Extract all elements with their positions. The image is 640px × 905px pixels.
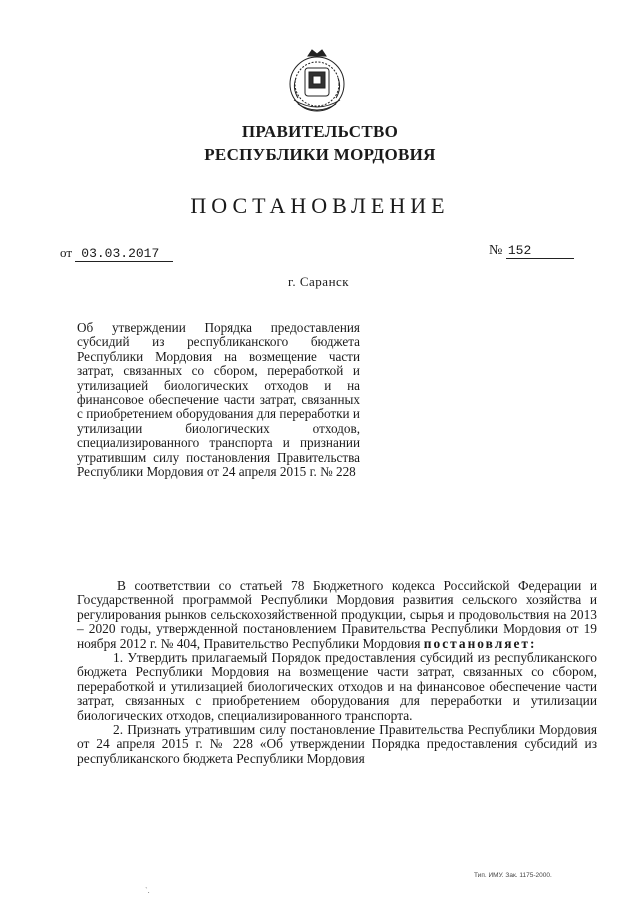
date-prefix: от <box>60 245 73 260</box>
number-prefix: № <box>489 243 503 258</box>
document-subject: Об утверждении Порядка предоставления субсидий из республиканского бюджета Республики Мордовия на возмещение части затрат, связанных со сбором, переработкой и утилизацией биологических отходов и на финансовое обеспечение части затрат, связанных с приобретением оборудования для переработки и утилизации биологических отходов, специализированного транспорта и признании утратившим силу постановления Правительства Республики Мордовия от 24 апреля 2015 г. № 228 <box>77 320 360 480</box>
document-body <box>77 579 597 766</box>
intro-text: В соответствии со статьей 78 Бюджетного кодекса Российской Федерации и Государственной программой Республики Мордовия развития сельского хозяйства и регулирования рынков сельскохозяйственной продукции, сырья и продовольствия на 2013 – 2020 годы, утвержденной постановлением Правительства Республики Мордовия от 19 ноября 2012 г. № 404, Правительство Республики Мордовия <box>77 578 597 651</box>
government-title: ПРАВИТЕЛЬСТВО <box>241 122 399 141</box>
republic-title: РЕСПУБЛИКИ МОРДОВИЯ <box>204 145 436 164</box>
print-mark: Тип. ИМУ. Зак. 1175-2000. <box>474 872 552 879</box>
document-number: 152 <box>506 243 574 259</box>
document-date: 03.03.2017 <box>75 246 173 262</box>
coat-of-arms-icon <box>286 48 348 118</box>
intro-paragraph <box>77 579 597 651</box>
decree-word: постановляет: <box>423 635 537 651</box>
city-label: г. Саранск <box>288 274 350 289</box>
number-field <box>489 243 574 259</box>
date-field <box>60 245 173 262</box>
document-type-heading: ПОСТАНОВЛЕНИЕ <box>190 193 450 218</box>
item-1-paragraph: 1. Утвердить прилагаемый Порядок предоставления субсидий из республиканского бюджета Республики Мордовия на возмещение части затрат, связанных со сбором, переработкой и утилизацией биологических отходов и на финансовое обеспечение части затрат, связанных с приобретением оборудования для переработки и утилизации биологических отходов, специализированного транспорта. <box>77 650 597 723</box>
stray-mark: `. <box>145 886 150 895</box>
item-2-paragraph: 2. Признать утратившим силу постановление Правительства Республики Мордовия от 24 апреля 2015 г. № 228 «Об утверждении Порядка предоставления субсидий из республиканского бюджета Республики Мордовия <box>77 722 597 766</box>
